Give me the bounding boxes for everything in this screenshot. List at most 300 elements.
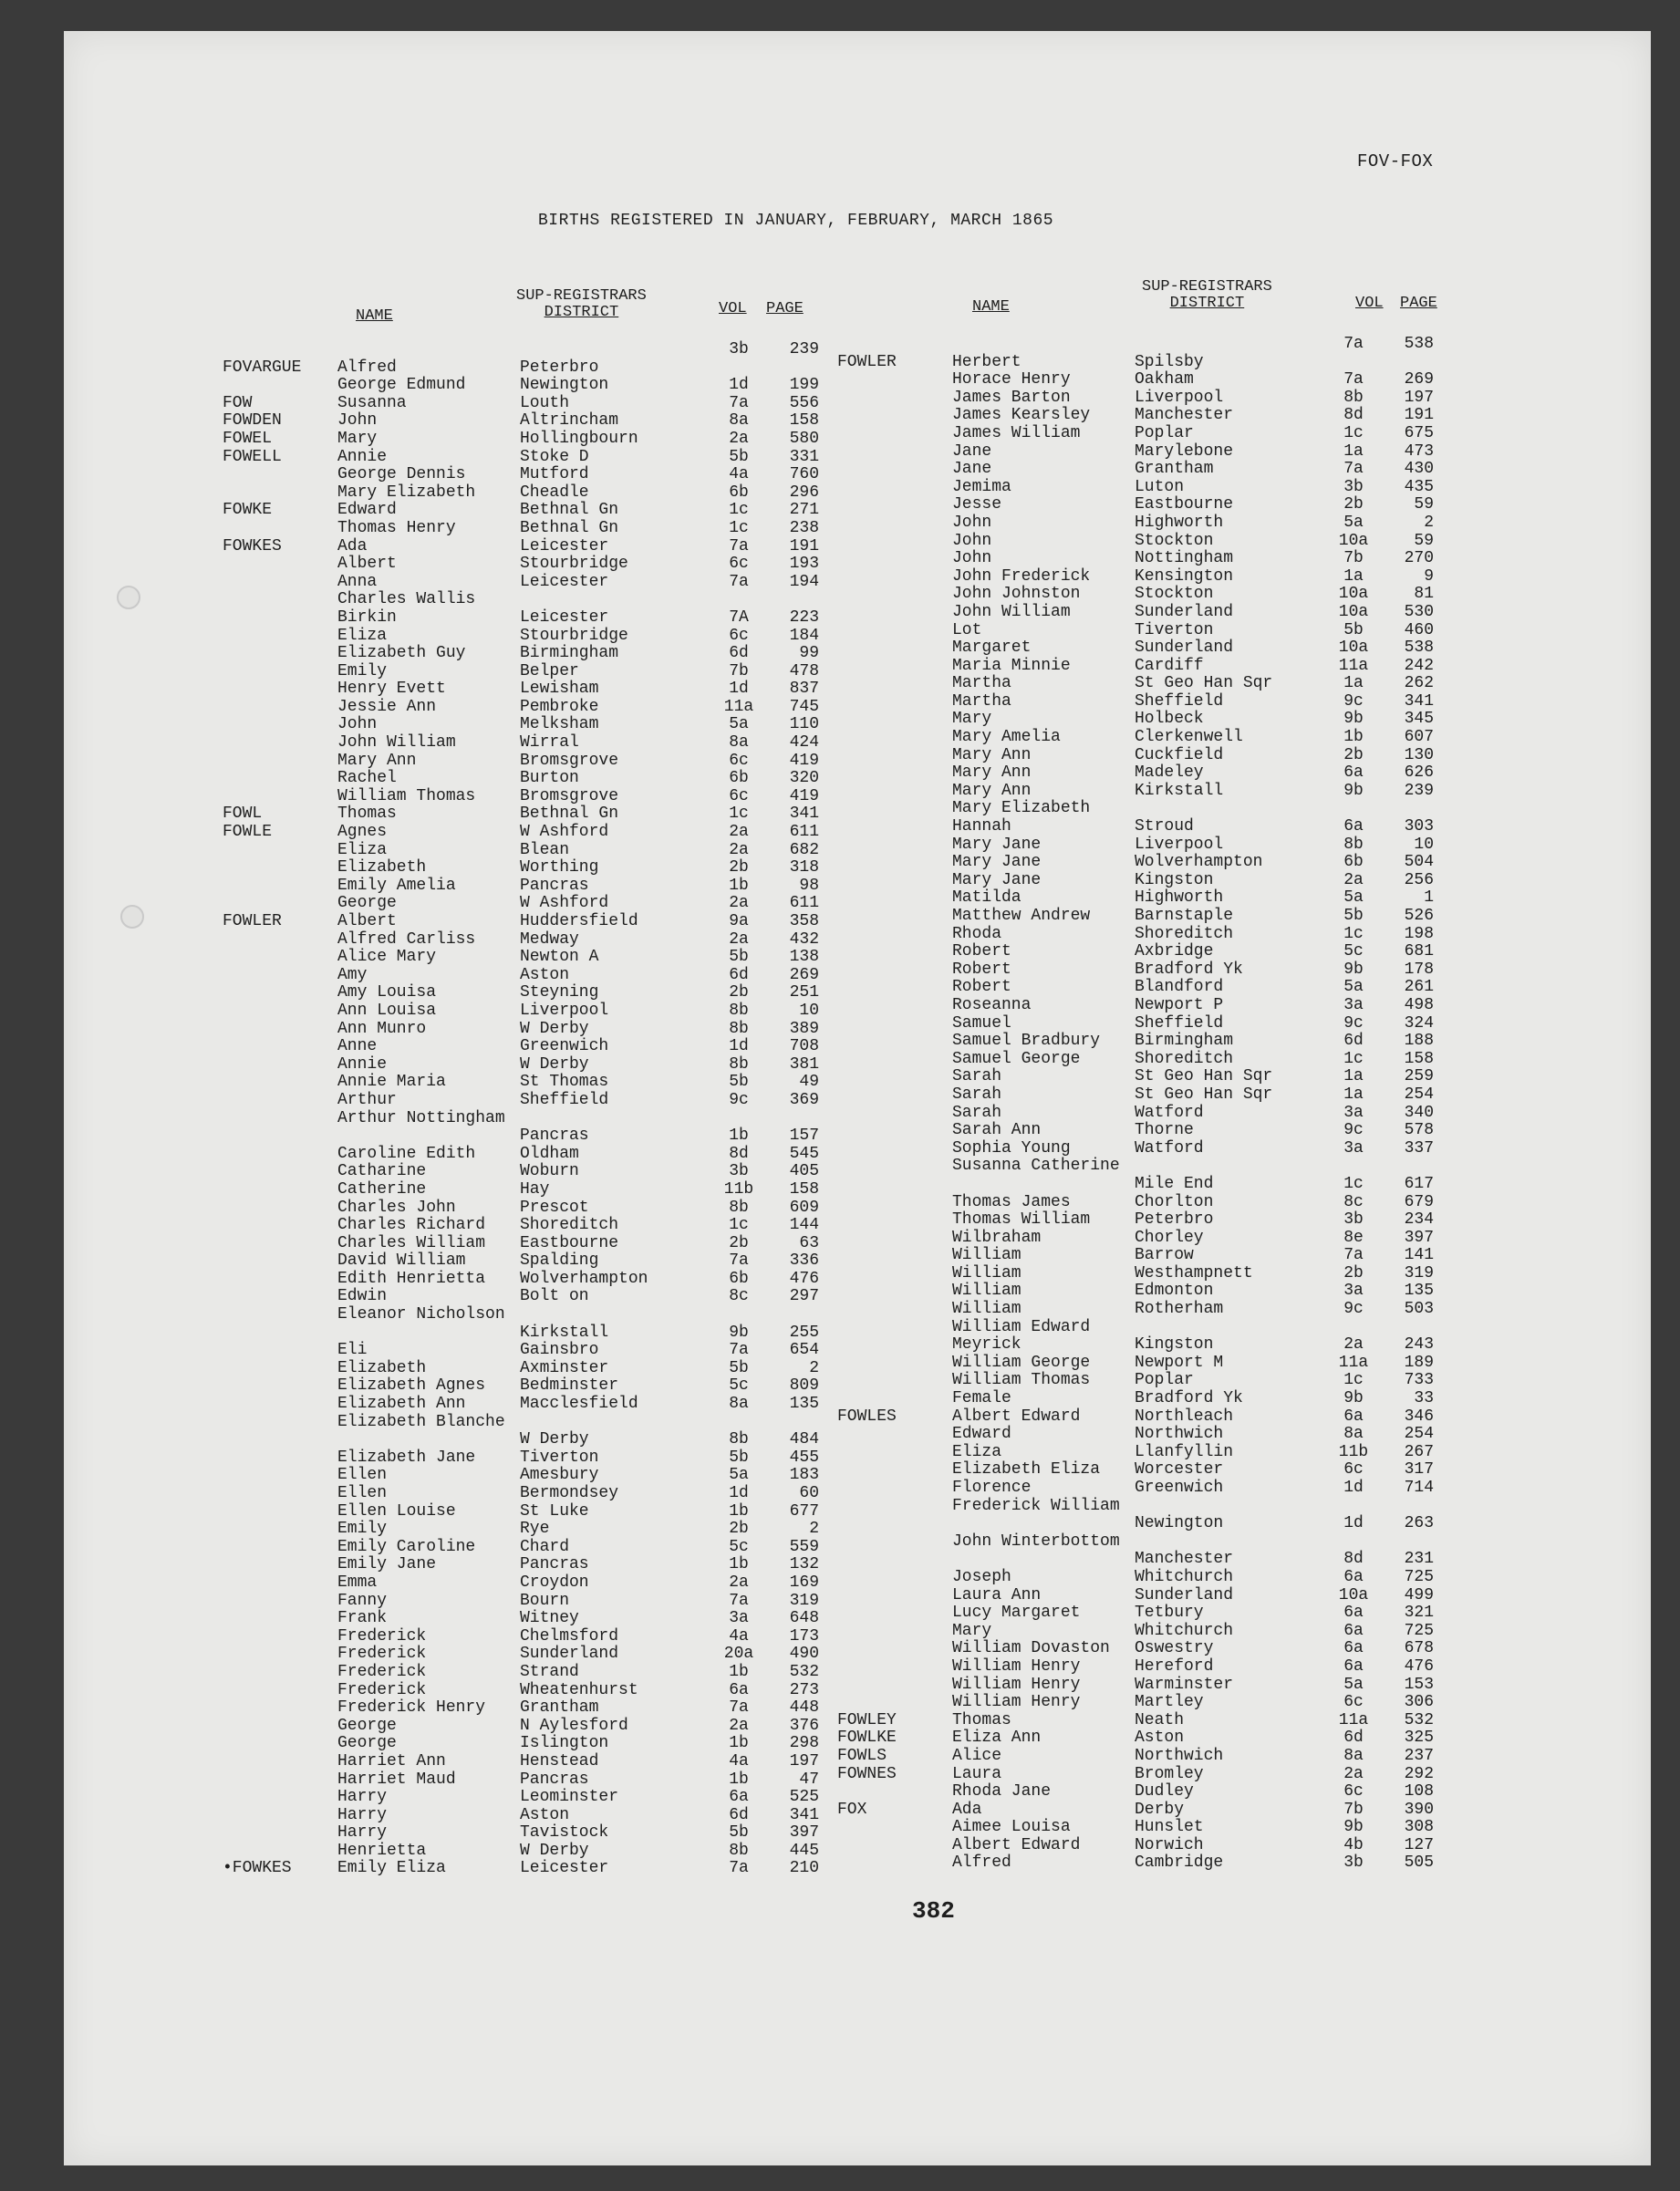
district: Rye [520,1520,550,1539]
district: Edmonton [1135,1282,1214,1301]
volume: 5b [729,1448,749,1467]
district: Sunderland [1135,602,1234,621]
page-ref: 419 [789,786,819,805]
page-ref: 538 [1404,335,1434,353]
volume: 1d [1343,1514,1364,1533]
page-ref: 478 [789,661,819,680]
district: Rotherham [1135,1300,1224,1319]
district: Chard [520,1537,570,1556]
page-ref: 609 [789,1198,819,1217]
district: Martley [1135,1693,1204,1712]
page-ref: 33 [1414,1389,1434,1408]
volume: 5b [729,948,749,967]
district: Liverpool [1135,835,1224,854]
district: W Derby [520,1430,589,1449]
page-ref: 1 [1424,888,1434,908]
page-ref: 498 [1404,995,1434,1014]
page-ref: 49 [799,1073,819,1092]
given-name: Albert Edward [952,1835,1081,1854]
volume: 6a [729,1680,749,1699]
page-ref: 369 [789,1090,819,1109]
given-name: Elizabeth Agnes [337,1376,486,1396]
district: Medway [520,929,579,949]
district: Worthing [520,858,599,877]
volume: 2a [1343,870,1364,889]
given-name: Harry [337,1788,388,1807]
given-name: Robert [952,942,1011,961]
district: Burton [520,769,579,788]
volume: 5b [729,1358,749,1377]
given-name: Annie [337,447,388,466]
page-ref: 271 [789,501,819,520]
district: Tiverton [1135,620,1214,639]
page-ref: 389 [789,1019,819,1038]
district: Newington [520,376,609,395]
volume: 2a [729,929,749,949]
page-ref: 504 [1404,853,1434,872]
volume: 8a [729,411,749,431]
surname: FOWELL [223,447,282,466]
volume: 2b [729,858,749,877]
page-ref: 358 [789,912,819,930]
page-ref: 405 [789,1162,819,1181]
volume: 3b [729,1162,749,1181]
district: Woburn [520,1162,579,1181]
volume: 9c [1343,1013,1364,1033]
district: Axminster [520,1358,609,1377]
district: Kensington [1135,566,1234,586]
page-ref: 158 [789,411,819,431]
volume: 6b [729,483,749,502]
page-ref: 193 [789,555,819,574]
page-ref: 141 [1404,1246,1434,1265]
page-ref: 448 [789,1698,819,1718]
volume: 1d [1343,1479,1364,1497]
district: Manchester [1135,406,1234,425]
page-ref: 320 [789,769,819,788]
district: Stourbridge [520,555,628,574]
page-ref: 675 [1404,423,1434,442]
given-name: William Thomas [337,786,476,805]
page-ref: 110 [789,715,819,734]
district: Henstead [520,1751,599,1770]
surname: FOVARGUE [223,358,302,377]
page-ref: 2 [809,1520,819,1539]
given-name: Annie [337,1054,388,1074]
given-name: William [952,1246,1021,1265]
district: Bethnal Gn [520,805,619,824]
district: Mutford [520,465,589,484]
district: Blandford [1135,978,1224,997]
page-number: 382 [912,1897,955,1925]
volume: 1c [729,1216,749,1235]
given-name: Emily [337,1520,388,1539]
given-name: Henry Evett [337,680,446,699]
district: Pancras [520,1127,589,1146]
given-name: William Henry [952,1693,1081,1712]
volume: 9b [1343,1818,1364,1837]
given-name: Mary Elizabeth [337,483,476,502]
volume: 6d [729,644,749,663]
district: Marylebone [1135,441,1234,461]
district: Tavistock [520,1823,609,1843]
volume: 5c [729,1537,749,1556]
volume: 5a [729,1466,749,1485]
page-ref: 237 [1404,1746,1434,1765]
register-page [64,31,1651,2165]
given-name: Hannah [952,817,1011,836]
volume: 9b [1343,1389,1364,1408]
page-ref: 455 [789,1448,819,1467]
punch-hole [117,586,140,609]
given-name: Edward [952,1425,1011,1444]
given-name: Ellen Louise [337,1501,456,1521]
given-name: Alfred Carliss [337,929,476,949]
given-name: Herbert [952,352,1021,371]
given-name: Albert Edward [952,1407,1081,1426]
page-ref: 397 [1404,1228,1434,1247]
page-ref: 725 [1404,1621,1434,1640]
given-name: Harriet Maud [337,1770,456,1789]
volume: 6a [1343,817,1364,836]
given-name: George [337,1734,397,1753]
volume: 6d [1343,1729,1364,1748]
given-name: Henrietta [337,1841,427,1860]
volume: 7a [1343,460,1364,479]
given-name: Laura [952,1764,1002,1783]
volume: 7a [729,1859,749,1878]
volume: 1d [729,680,749,699]
page-ref: 10 [1414,835,1434,854]
district: Hunslet [1135,1818,1204,1837]
page-ref: 188 [1404,1032,1434,1051]
vol-header-left: VOL [719,300,747,317]
district: Newington [1135,1514,1224,1533]
volume: 9b [1343,781,1364,800]
surname: FOWLKE [837,1729,897,1748]
given-name: Annie Maria [337,1073,446,1092]
page-ref: 725 [1404,1567,1434,1586]
given-name: Harriet Ann [337,1751,446,1770]
district: Leicester [520,1859,609,1878]
volume: 8a [729,1395,749,1414]
given-name: John [952,513,992,532]
page-ref: 708 [789,1037,819,1056]
given-name: Wilbraham [952,1228,1042,1247]
volume: 6c [729,555,749,574]
district: Chorley [1135,1228,1204,1247]
district: Poplar [1135,1371,1194,1390]
given-name: Anna [337,572,378,591]
district: Liverpool [520,1001,609,1020]
volume: 6b [1343,853,1364,872]
volume: 6c [729,626,749,645]
district: Aston [520,965,570,984]
page-ref: 490 [789,1645,819,1664]
page-ref: 127 [1404,1835,1434,1854]
volume: 1d [729,1484,749,1502]
district: Grantham [1135,460,1214,479]
district: Bedminster [520,1376,619,1396]
surname: FOWLEY [837,1710,897,1729]
district: W Ashford [520,823,609,842]
volume: 9a [729,912,749,930]
volume: 5a [1343,978,1364,997]
page-ref: 135 [789,1395,819,1414]
volume: 7a [729,1251,749,1271]
volume: 8a [729,733,749,753]
page-ref: 681 [1404,942,1434,961]
district: Huddersfield [520,912,638,930]
district: Derby [1135,1800,1185,1819]
given-name: Mary Ann [952,781,1032,800]
volume: 2a [1343,1335,1364,1355]
given-name: Eliza [337,840,388,859]
district: Aston [1135,1729,1185,1748]
page-ref: 130 [1404,745,1434,764]
district-header-line1: SUP-REGISTRARS [1142,278,1272,296]
district: Peterbro [1135,1210,1214,1230]
page-ref: 381 [789,1054,819,1074]
volume: 7a [729,1698,749,1718]
page-ref: 336 [789,1251,819,1271]
page-ref: 324 [1404,1013,1434,1033]
given-name: James Barton [952,388,1071,407]
given-name: Ann Louisa [337,1001,437,1020]
volume: 8c [1343,1192,1364,1211]
district: Sheffield [1135,691,1224,711]
page-ref: 337 [1404,1138,1434,1158]
punch-hole [120,905,144,929]
district: Spalding [520,1251,599,1271]
district: St Geo Han Sqr [1135,674,1273,693]
district: Wolverhampton [1135,853,1263,872]
district: Axbridge [1135,942,1214,961]
volume: 1b [729,1555,749,1574]
given-name: Thomas [952,1710,1011,1729]
district: Bourn [520,1591,570,1610]
volume: 9c [729,1090,749,1109]
volume: 6d [1343,1032,1364,1051]
volume: 8b [729,1430,749,1449]
page-ref: 239 [789,340,819,358]
page-ref: 243 [1404,1335,1434,1355]
given-name: Samuel [952,1013,1011,1033]
given-name: Harry [337,1823,388,1843]
district: Chelmsford [520,1626,619,1646]
volume: 8a [1343,1425,1364,1444]
page-ref: 292 [1404,1764,1434,1783]
volume: 6a [1343,1604,1364,1623]
district: Manchester [1135,1550,1234,1569]
page-ref: 476 [789,1269,819,1288]
given-name: Female [952,1389,1011,1408]
district-header-line2: DISTRICT [544,304,619,321]
district: Liverpool [1135,388,1224,407]
given-name: Charles John [337,1198,456,1217]
volume: 2a [729,1573,749,1592]
surname: FOWLES [837,1407,897,1426]
page-ref: 184 [789,626,819,645]
page-ref: 376 [789,1716,819,1735]
volume: 2a [1343,1764,1364,1783]
surname-range: FOV-FOX [1357,151,1434,171]
district: Watford [1135,1138,1204,1158]
page-ref: 538 [1404,639,1434,658]
volume: 6d [729,965,749,984]
page-ref: 306 [1404,1693,1434,1712]
given-name: Emily [337,661,388,680]
given-name: William Henry [952,1675,1081,1694]
volume: 9b [1343,710,1364,729]
name-header-right: NAME [972,298,1010,316]
district: Gainsbro [520,1341,599,1360]
volume: 11a [1338,656,1369,675]
district: Barnstaple [1135,907,1234,925]
volume: 8d [1343,1550,1364,1569]
page-ref: 435 [1404,477,1434,496]
district: Bromsgrove [520,751,619,770]
page-ref: 559 [789,1537,819,1556]
district-header-right [1142,279,1272,312]
given-name: John Frederick [952,566,1091,586]
volume: 2b [1343,745,1364,764]
given-name: James Kearsley [952,406,1091,425]
page-ref: 682 [789,840,819,859]
district: Bradford Yk [1135,960,1243,979]
volume: 3a [1343,1282,1364,1301]
page-ref: 197 [1404,388,1434,407]
district: Northwich [1135,1746,1224,1765]
district: St Thomas [520,1073,609,1092]
volume: 3a [729,1609,749,1628]
page-ref: 231 [1404,1550,1434,1569]
district: Greenwich [520,1037,609,1056]
volume: 6a [1343,1567,1364,1586]
district: Bermondsey [520,1484,619,1502]
given-name: Eliza [337,626,388,645]
district-header-line1: SUP-REGISTRARS [516,287,647,305]
page-ref: 132 [789,1555,819,1574]
volume: 11b [723,1179,754,1199]
volume: 11a [1338,1710,1369,1729]
volume: 2b [729,1233,749,1252]
given-name: Emily Eliza [337,1859,446,1878]
district: Dudley [1135,1782,1194,1802]
given-name: Frederick [337,1645,427,1664]
district: Leicester [520,607,609,627]
district: Cardiff [1135,656,1204,675]
given-name: Eleanor Nicholson [337,1305,505,1324]
given-name: Meyrick [952,1335,1021,1355]
volume: 3b [729,340,749,358]
volume: 7b [1343,549,1364,568]
volume: 5c [729,1376,749,1396]
given-name: Joseph [952,1567,1011,1586]
volume: 3b [1343,1854,1364,1873]
page-ref: 626 [1404,763,1434,783]
page-ref: 505 [1404,1854,1434,1873]
district: Spilsby [1135,352,1204,371]
district: Tiverton [520,1448,599,1467]
page-ref: 318 [789,858,819,877]
given-name: Martha [952,674,1011,693]
given-name: Mary Elizabeth [952,799,1091,818]
volume: 1d [729,1037,749,1056]
district: Croydon [520,1573,589,1592]
volume: 6c [1343,1460,1364,1480]
given-name: Horace Henry [952,370,1071,389]
district: Strand [520,1662,579,1681]
given-name: Edwin [337,1287,388,1306]
page-ref: 556 [789,393,819,412]
surname: FOWL [223,805,263,824]
volume: 1c [1343,423,1364,442]
volume: 2b [729,983,749,1002]
page-ref: 298 [789,1734,819,1753]
volume: 1b [729,1734,749,1753]
page-ref: 223 [789,607,819,627]
district: Northleach [1135,1407,1234,1426]
given-name: Mary Jane [952,853,1042,872]
volume: 5b [729,1073,749,1092]
page-ref: 254 [1404,1085,1434,1104]
given-name: John [337,411,378,431]
given-name: Mary Jane [952,870,1042,889]
given-name: Birkin [337,607,397,627]
district: Amesbury [520,1466,599,1485]
district: Witney [520,1609,579,1628]
volume: 9b [729,1323,749,1342]
volume: 7b [729,661,749,680]
district: Thorne [1135,1121,1194,1140]
district: Shoreditch [1135,1049,1234,1068]
page-ref: 837 [789,680,819,699]
surname: FOWDEN [223,411,282,431]
page-ref: 173 [789,1626,819,1646]
given-name: John [337,715,378,734]
page-ref: 135 [1404,1282,1434,1301]
district: Barrow [1135,1246,1194,1265]
given-name: Elizabeth [337,1358,427,1377]
volume: 4a [729,465,749,484]
given-name: Frederick William [952,1496,1120,1515]
volume: 5a [729,715,749,734]
page-ref: 432 [789,929,819,949]
surname: FOWNES [837,1764,897,1783]
district: Hay [520,1179,550,1199]
volume: 8b [729,1198,749,1217]
volume: 5b [1343,907,1364,925]
page-ref: 59 [1414,531,1434,550]
district: Shoreditch [1135,924,1234,943]
page-ref: 340 [1404,1103,1434,1122]
given-name: Agnes [337,823,388,842]
district: Prescot [520,1198,589,1217]
volume: 11b [1338,1442,1369,1461]
page-ref: 63 [799,1233,819,1252]
page-ref: 9 [1424,566,1434,586]
volume: 6c [729,751,749,770]
page-ref: 239 [1404,781,1434,800]
surname: FOWLER [837,352,897,371]
given-name: John Johnston [952,585,1081,604]
page-ref: 60 [799,1484,819,1502]
volume: 9c [1343,1300,1364,1319]
given-name: Frank [337,1609,388,1628]
given-name: Susanna [337,393,407,412]
district: Lewisham [520,680,599,699]
